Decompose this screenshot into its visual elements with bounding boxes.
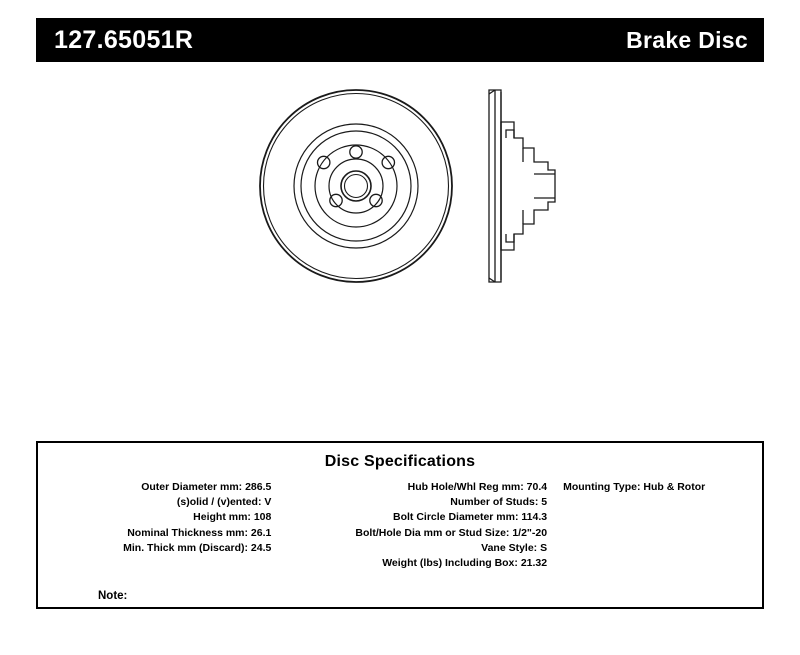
header-bar xyxy=(36,18,764,62)
spec-outer-diameter: Outer Diameter mm: 286.5 xyxy=(141,481,272,493)
spec-min-thickness: Min. Thick mm (Discard): 24.5 xyxy=(123,541,272,554)
part-number: 127.65051R xyxy=(54,25,194,54)
spec-vane-style: Vane Style: S xyxy=(481,541,548,554)
spec-solid-vented: (s)olid / (v)ented: V xyxy=(176,496,272,509)
spec-columns xyxy=(38,480,762,571)
rotor-side-view xyxy=(489,90,555,282)
spec-mounting-type: Mounting Type: Hub & Rotor xyxy=(563,481,706,493)
spec-column-left xyxy=(38,480,278,571)
spec-column-right xyxy=(557,480,762,571)
note-label: Note: xyxy=(98,590,128,603)
spec-weight: Weight (lbs) Including Box: 21.32 xyxy=(382,557,548,570)
spec-nominal-thickness: Nominal Thickness mm: 26.1 xyxy=(127,526,272,539)
spec-height: Height mm: 108 xyxy=(193,511,272,524)
spec-bolt-hole-dia: Bolt/Hole Dia mm or Stud Size: 1/2"-20 xyxy=(355,526,548,539)
disc-specifications-panel xyxy=(36,441,764,609)
spec-hub-hole: Hub Hole/Whl Reg mm: 70.4 xyxy=(407,481,548,493)
spec-column-middle xyxy=(278,480,557,571)
spec-bolt-circle-diameter: Bolt Circle Diameter mm: 114.3 xyxy=(393,511,548,524)
spec-title: Disc Specifications xyxy=(324,453,476,470)
spec-number-of-studs: Number of Studs: 5 xyxy=(450,496,548,509)
rotor-front-view xyxy=(260,90,452,282)
product-type: Brake Disc xyxy=(626,26,748,53)
technical-drawing xyxy=(36,70,764,420)
